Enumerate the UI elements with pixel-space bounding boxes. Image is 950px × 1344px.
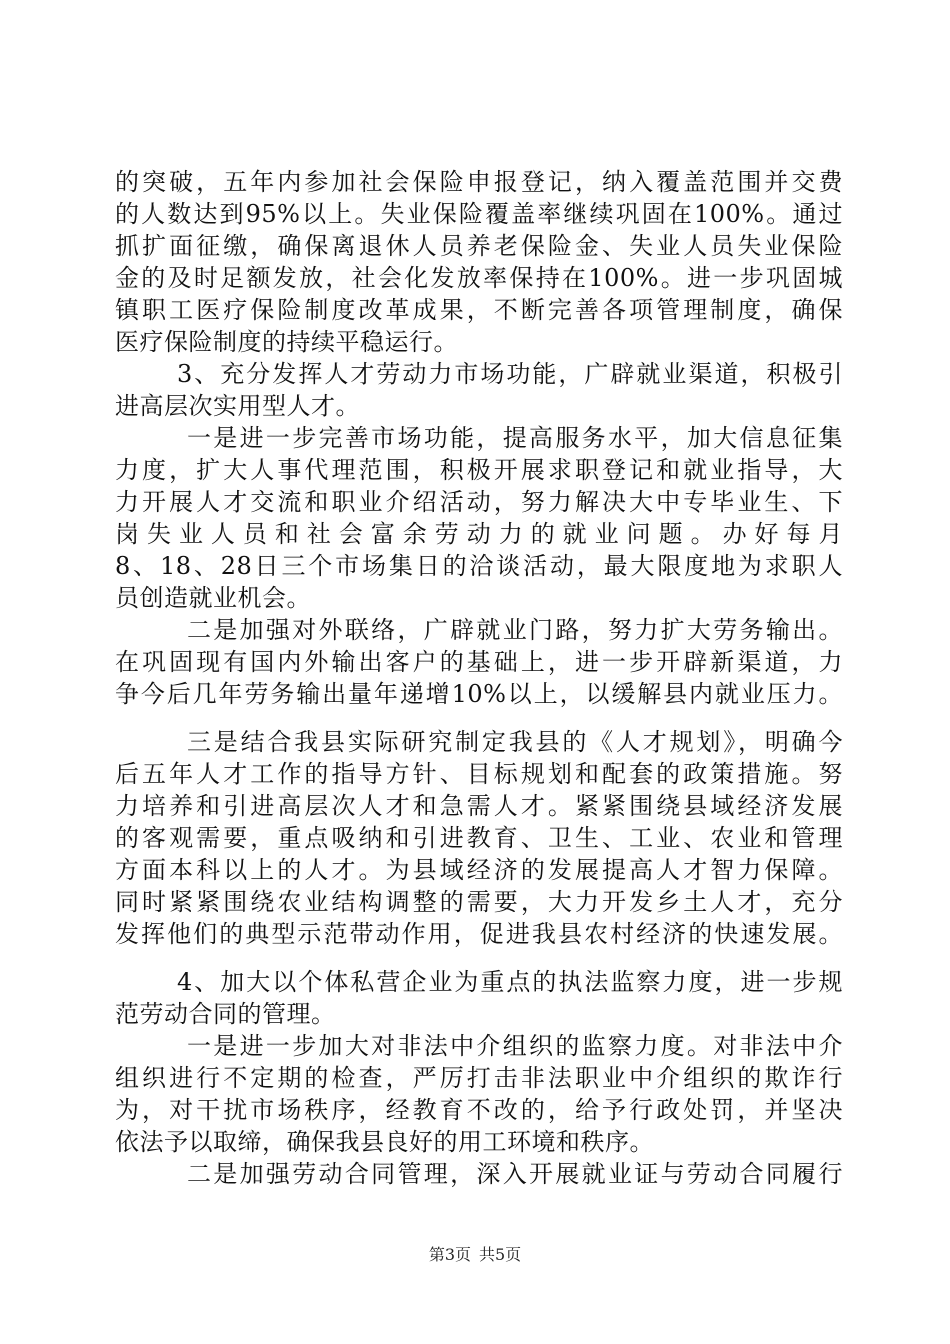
page-footer <box>0 1244 950 1266</box>
section-heading-line: 范劳动合同的管理。 <box>115 1000 336 1028</box>
section-heading-line: 4、加大以个体私营企业为重点的执法监察力度，进一步规 <box>177 968 843 996</box>
text-line: 二是加强对外联络，广辟就业门路，努力扩大劳务输出。 <box>187 616 843 644</box>
page-number: 第3页 <box>428 1245 471 1264</box>
text-line: 发挥他们的典型示范带动作用，促进我县农村经济的快速发展。 <box>115 920 843 948</box>
text-line: 争今后几年劳务输出量年递增10%以上，以缓解县内就业压力。 <box>115 680 843 708</box>
text-line: 的突破，五年内参加社会保险申报登记，纳入覆盖范围并交费 <box>115 168 843 196</box>
text-line: 镇职工医疗保险制度改革成果，不断完善各项管理制度，确保 <box>115 296 843 324</box>
section-heading-line: 进高层次实用型人才。 <box>115 392 360 420</box>
paragraph-gap <box>115 950 843 966</box>
text-line: 力度，扩大人事代理范围，积极开展求职登记和就业指导，大 <box>115 456 843 484</box>
text-line: 8、18、28日三个市场集日的洽谈活动，最大限度地为求职人 <box>115 552 843 580</box>
text-line: 岗失业人员和社会富余劳动力的就业问题。办好每月 <box>115 520 843 548</box>
text-line: 在巩固现有国内外输出客户的基础上，进一步开辟新渠道，力 <box>115 648 843 676</box>
text-line: 力培养和引进高层次人才和急需人才。紧紧围绕县域经济发展 <box>115 792 843 820</box>
text-line: 组织进行不定期的检查，严厉打击非法职业中介组织的欺诈行 <box>115 1064 843 1092</box>
text-line: 一是进一步加大对非法中介组织的监察力度。对非法中介 <box>187 1032 843 1060</box>
text-line: 二是加强劳动合同管理，深入开展就业证与劳动合同履行 <box>187 1160 843 1188</box>
section-heading-line: 3、充分发挥人才劳动力市场功能，广辟就业渠道，积极引 <box>177 360 843 388</box>
text-line: 三是结合我县实际研究制定我县的《人才规划》，明确今 <box>187 728 843 756</box>
text-line: 医疗保险制度的持续平稳运行。 <box>115 328 458 356</box>
paragraph-gap <box>115 710 843 726</box>
text-line: 力开展人才交流和职业介绍活动，努力解决大中专毕业生、下 <box>115 488 843 516</box>
text-line: 金的及时足额发放，社会化发放率保持在100%。进一步巩固城 <box>115 264 843 292</box>
text-line: 方面本科以上的人才。为县域经济的发展提高人才智力保障。 <box>115 856 843 884</box>
text-line: 的人数达到95%以上。失业保险覆盖率继续巩固在100%。通过 <box>115 200 843 228</box>
text-line: 抓扩面征缴，确保离退休人员养老保险金、失业人员失业保险 <box>115 232 843 260</box>
text-line: 一是进一步完善市场功能，提高服务水平，加大信息征集 <box>187 424 843 452</box>
text-line: 员创造就业机会。 <box>115 584 311 612</box>
document-body <box>115 166 843 1190</box>
text-line: 依法予以取缔，确保我县良好的用工环境和秩序。 <box>115 1128 654 1156</box>
page-total: 共5页 <box>479 1245 522 1264</box>
text-line: 的客观需要，重点吸纳和引进教育、卫生、工业、农业和管理 <box>115 824 843 852</box>
text-line: 同时紧紧围绕农业结构调整的需要，大力开发乡土人才，充分 <box>115 888 843 916</box>
text-line: 后五年人才工作的指导方针、目标规划和配套的政策措施。努 <box>115 760 843 788</box>
text-line: 为，对干扰市场秩序，经教育不改的，给予行政处罚，并坚决 <box>115 1096 843 1124</box>
